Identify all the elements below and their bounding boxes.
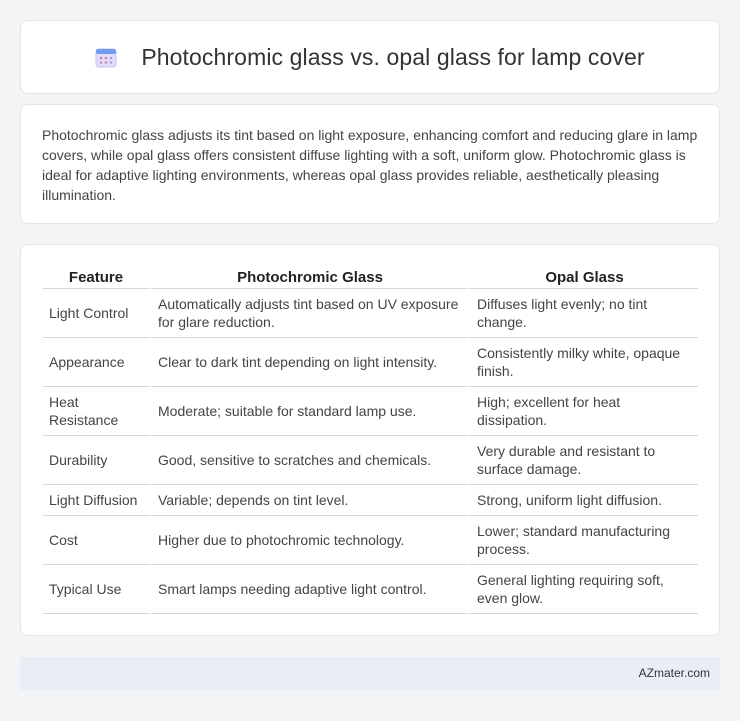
row-feature: Cost (43, 516, 149, 565)
table-row (43, 436, 698, 485)
header-opal: Opal Glass (468, 265, 698, 289)
intro-text: Photochromic glass adjusts its tint based on light exposure, enhancing comfort and reducing glare in lamp covers, while opal glass offers consistent diffuse lighting with a soft, uniform glow. Photochromic glass is ideal for adaptive lighting environments, whereas opal glass provides reliable, aesthetically pleasing illumination. (42, 127, 698, 203)
row-opal: Very durable and resistant to surface damage. (468, 436, 698, 485)
row-feature: Durability (43, 436, 149, 485)
table-header-row (43, 265, 698, 289)
intro-card (20, 104, 720, 224)
table-row (43, 516, 698, 565)
row-photochromic: Clear to dark tint depending on light intensity. (149, 338, 468, 387)
row-photochromic: Higher due to photochromic technology. (149, 516, 468, 565)
table-row (43, 565, 698, 614)
title-card (20, 20, 720, 94)
footer-bar (20, 657, 720, 690)
footer-brand[interactable]: AZmater.com (638, 666, 710, 680)
row-feature: Typical Use (43, 565, 149, 614)
row-opal: Diffuses light evenly; no tint change. (468, 289, 698, 338)
row-photochromic: Moderate; suitable for standard lamp use. (149, 387, 468, 436)
calendar-icon (95, 46, 117, 68)
row-opal: Consistently milky white, opaque finish. (468, 338, 698, 387)
row-feature: Light Diffusion (43, 485, 149, 516)
row-feature: Light Control (43, 289, 149, 338)
header-photochromic: Photochromic Glass (149, 265, 468, 289)
page-title: Photochromic glass vs. opal glass for lamp cover (141, 43, 645, 70)
row-photochromic: Good, sensitive to scratches and chemicals. (149, 436, 468, 485)
row-opal: General lighting requiring soft, even glow. (468, 565, 698, 614)
row-opal: Lower; standard manufacturing process. (468, 516, 698, 565)
header-feature: Feature (43, 265, 149, 289)
table-row (43, 338, 698, 387)
table-row (43, 485, 698, 516)
row-photochromic: Smart lamps needing adaptive light control. (149, 565, 468, 614)
row-feature: Heat Resistance (43, 387, 149, 436)
row-opal: High; excellent for heat dissipation. (468, 387, 698, 436)
row-photochromic: Automatically adjusts tint based on UV exposure for glare reduction. (149, 289, 468, 338)
comparison-table (43, 265, 698, 614)
comparison-card (20, 244, 720, 636)
row-opal: Strong, uniform light diffusion. (468, 485, 698, 516)
table-row (43, 387, 698, 436)
row-feature: Appearance (43, 338, 149, 387)
row-photochromic: Variable; depends on tint level. (149, 485, 468, 516)
table-row (43, 289, 698, 338)
